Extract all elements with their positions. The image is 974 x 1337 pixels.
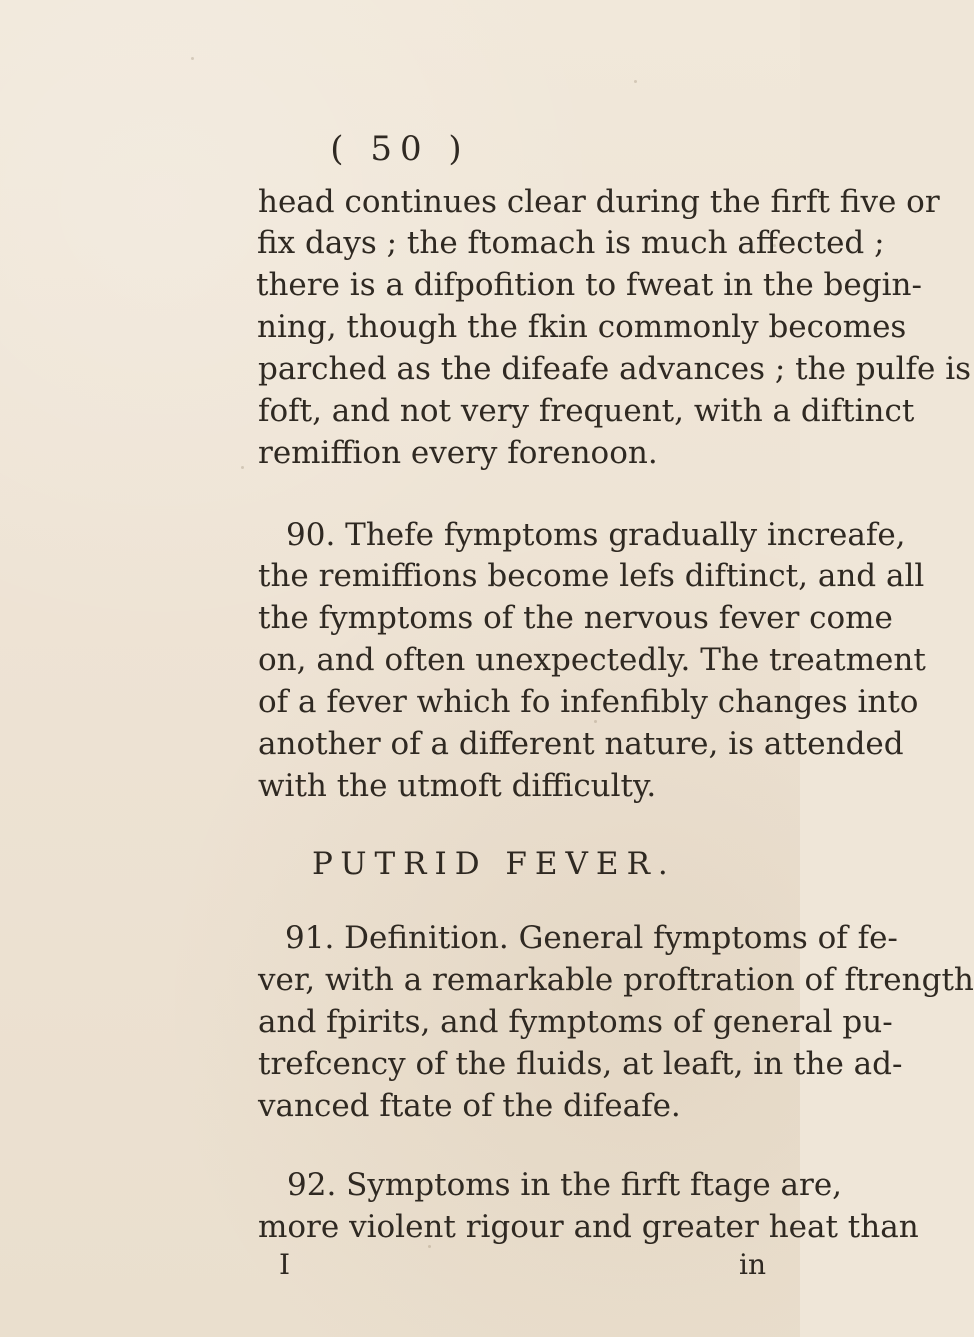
paper-speck (241, 466, 244, 469)
text-line: there is a difpofition to fweat in the begin- (256, 267, 922, 303)
text-line: the remiffions become lefs diftinct, and all (258, 558, 925, 594)
text-line: of a fever which fo infenfibly changes into (258, 684, 919, 720)
text-line: 91. Definition. General fymptoms of fe- (285, 920, 898, 956)
text-line: trefcency of the fluids, at leaft, in the ad- (258, 1046, 903, 1082)
paper-speck (634, 80, 637, 83)
text-line: ver, with a remarkable proftration of ftrength (258, 962, 974, 998)
text-line: head continues clear during the firft five or (258, 184, 940, 220)
section-heading: PUTRID FEVER. (312, 846, 676, 882)
text-line: the fymptoms of the nervous fever come (258, 600, 893, 636)
catchword: in (739, 1248, 766, 1281)
text-line: vanced ftate of the difeafe. (258, 1088, 681, 1124)
signature-mark: I (279, 1248, 291, 1281)
text-line: with the utmoft difficulty. (258, 768, 657, 804)
paper-speck (191, 57, 194, 60)
text-line: parched as the difeafe advances ; the pulfe is (258, 351, 972, 387)
page-number: ( 50 ) (330, 129, 470, 169)
paper-speck (594, 720, 597, 723)
paper-speck (428, 1245, 431, 1248)
text-line: fix days ; the ftomach is much affected ; (257, 225, 885, 261)
text-line: foft, and not very frequent, with a diftinct (258, 393, 915, 429)
text-line: remiffion every forenoon. (258, 435, 658, 471)
text-line: 90. Thefe fymptoms gradually increafe, (286, 517, 906, 553)
text-line: and fpirits, and fymptoms of general pu- (258, 1004, 893, 1040)
text-line: on, and often unexpectedly. The treatment (258, 642, 926, 678)
text-line: another of a different nature, is attended (258, 726, 904, 762)
text-line: ning, though the fkin commonly becomes (257, 309, 907, 345)
text-line: more violent rigour and greater heat than (258, 1209, 919, 1245)
text-line: 92. Symptoms in the firft ftage are, (287, 1167, 843, 1203)
